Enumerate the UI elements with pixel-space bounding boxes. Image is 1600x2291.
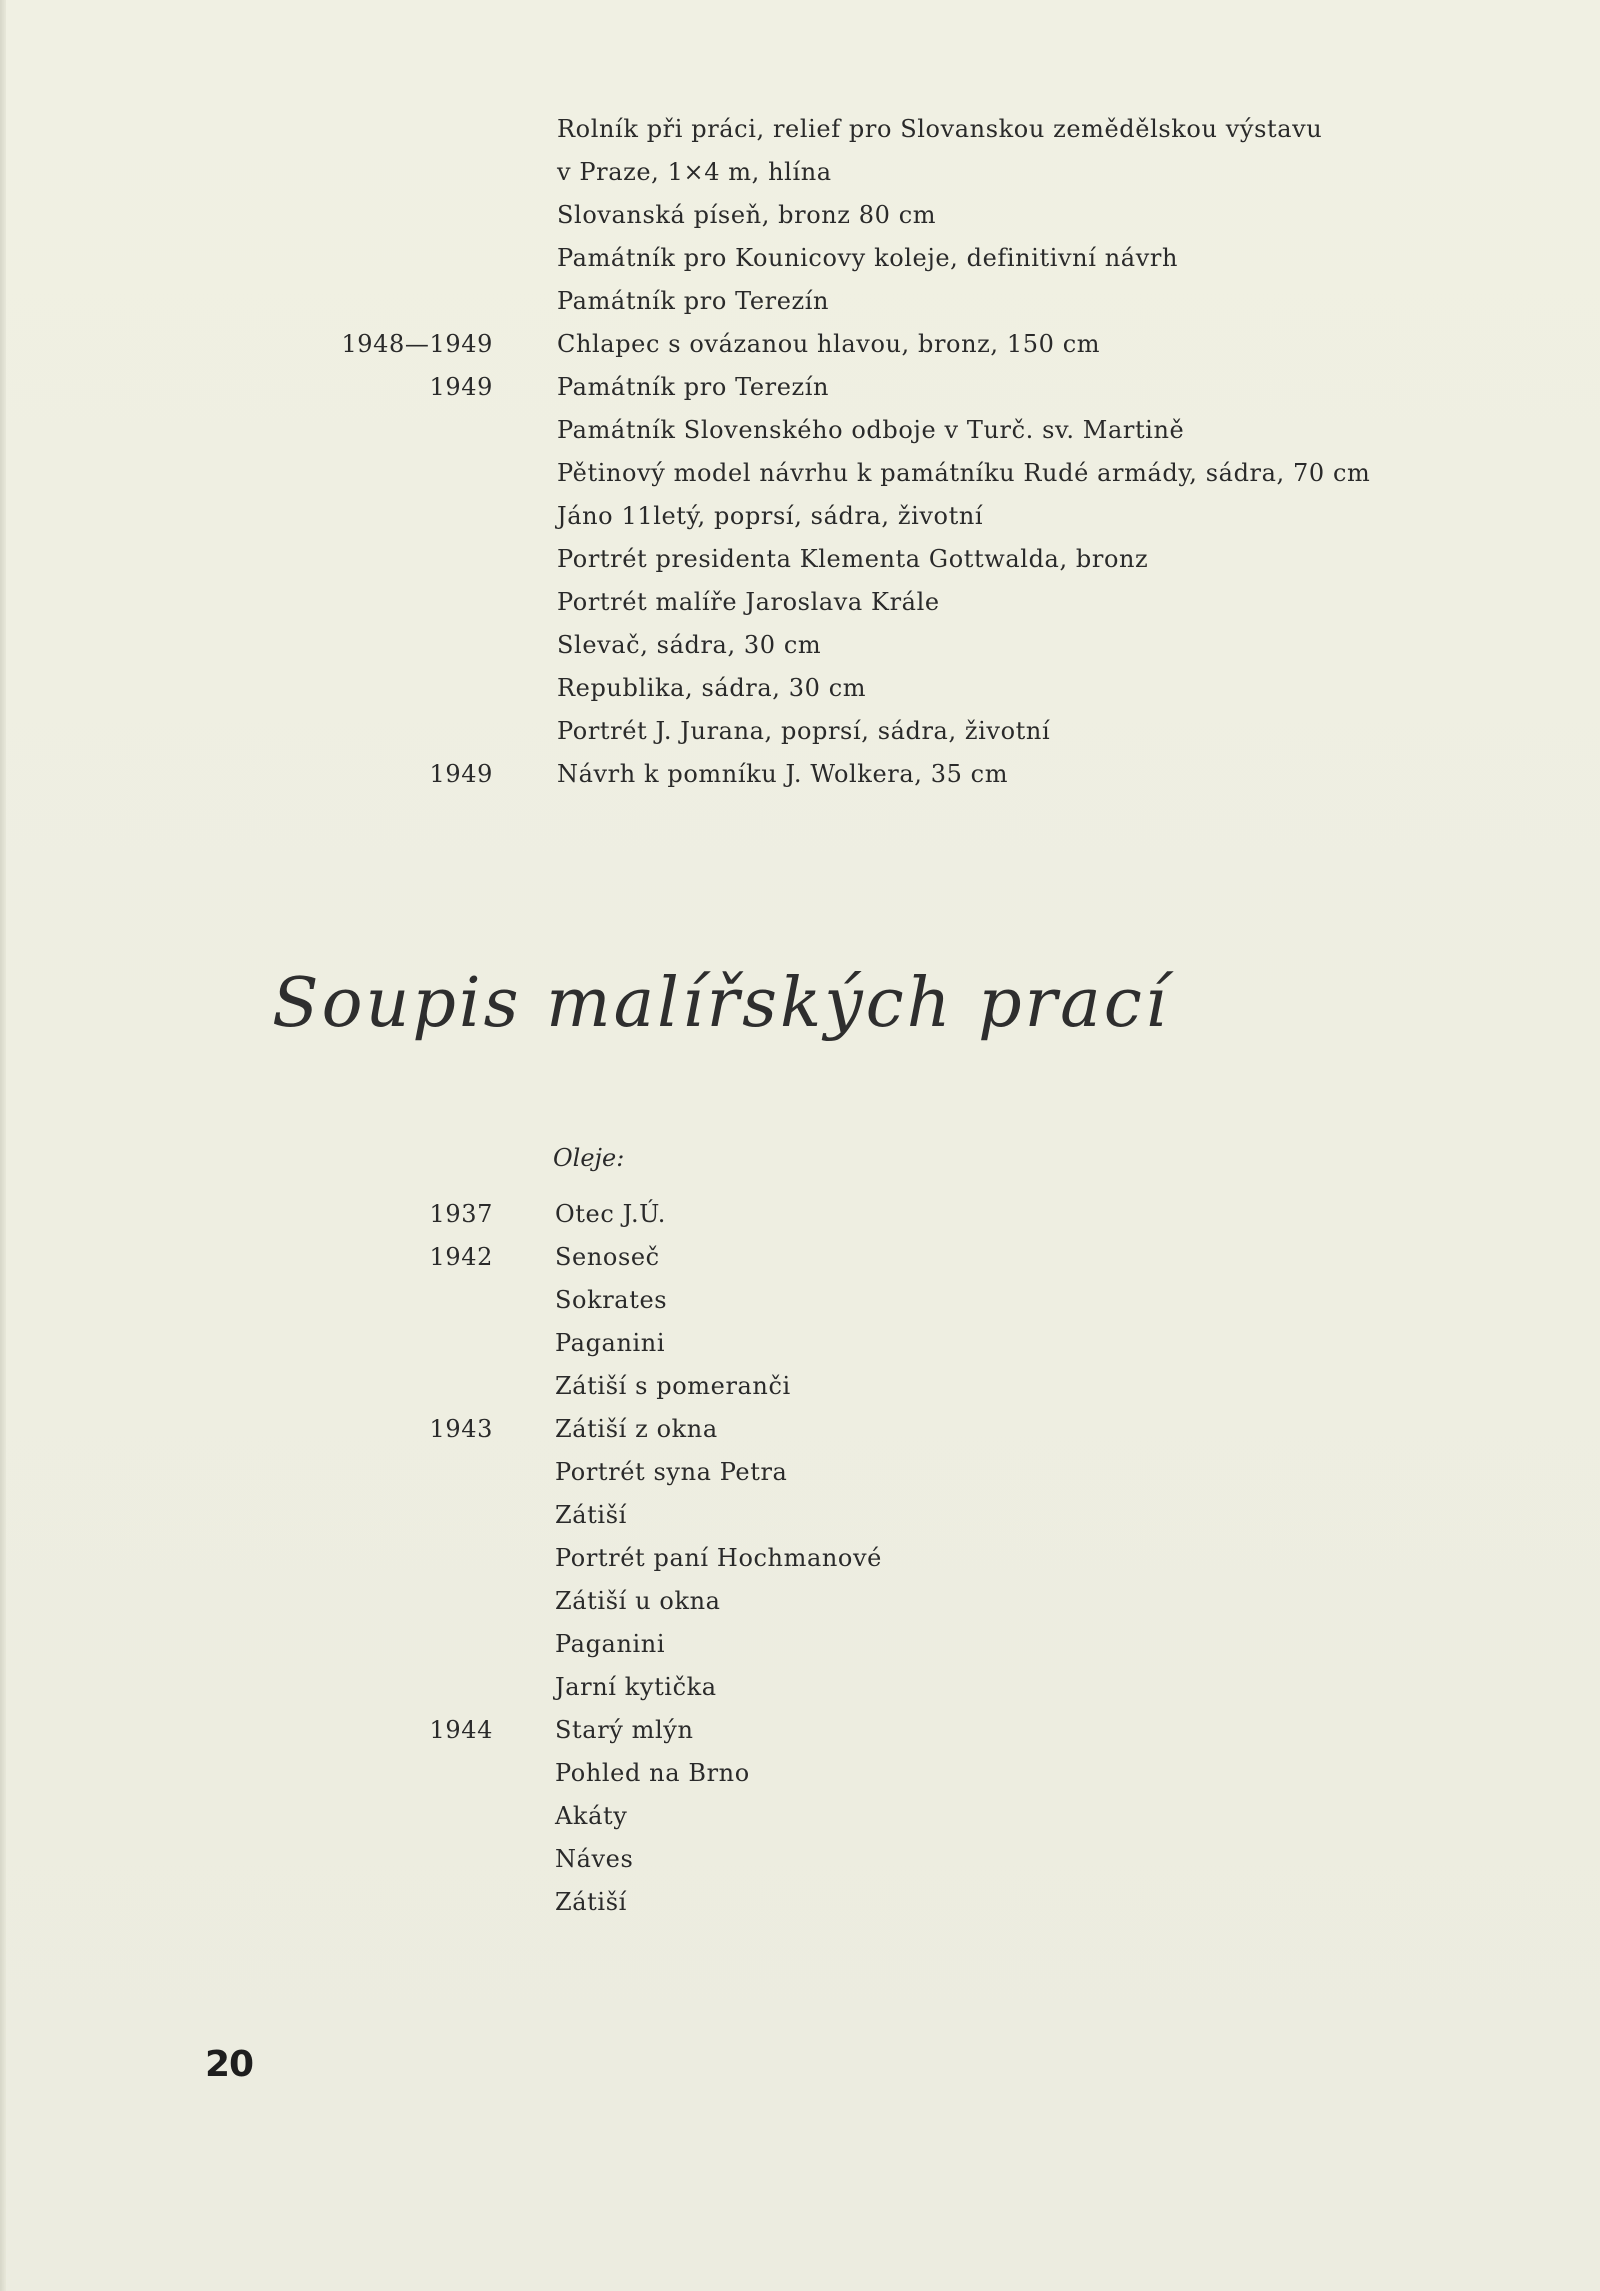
entry-title: Starý mlýn [555, 1716, 694, 1744]
entry-title: Památník pro Terezín [557, 287, 830, 315]
list-item [0, 1666, 1600, 1709]
entry-title: Památník pro Kounicovy koleje, definitivní návrh [557, 244, 1178, 272]
list-item [0, 710, 1600, 753]
entry-title: Zátiší s pomeranči [555, 1372, 791, 1400]
list-item [0, 452, 1600, 495]
entry-year: 1944 [429, 1716, 493, 1744]
list-item [0, 1193, 1600, 1236]
list-item [0, 1580, 1600, 1623]
list-item [0, 237, 1600, 280]
list-item [0, 1236, 1600, 1279]
entry-title: Portrét presidenta Klementa Gottwalda, bronz [557, 545, 1149, 573]
list-item [0, 495, 1600, 538]
entry-title: Portrét malíře Jaroslava Krále [557, 588, 940, 616]
list-item [0, 538, 1600, 581]
entry-title: Paganini [555, 1329, 666, 1357]
list-item [0, 1623, 1600, 1666]
entry-title: Portrét syna Petra [555, 1458, 788, 1486]
section-heading: Soupis malířských prací [272, 964, 1170, 1043]
entry-title: Zátiší u okna [555, 1587, 721, 1615]
entry-title: Rolník při práci, relief pro Slovanskou zemědělskou výstavu [557, 115, 1323, 143]
entry-title: Památník pro Terezín [557, 373, 830, 401]
list-item [0, 1881, 1600, 1924]
entry-title: Památník Slovenského odboje v Turč. sv. Martině [557, 416, 1185, 444]
entry-title: Portrét paní Hochmanové [555, 1544, 882, 1572]
entry-title: Zátiší [555, 1501, 627, 1529]
entry-title: Pohled na Brno [555, 1759, 750, 1787]
page-number: 20 [205, 2044, 254, 2085]
list-item [0, 753, 1600, 796]
list-item [0, 1795, 1600, 1838]
entry-title: Jáno 11letý, poprsí, sádra, životní [557, 502, 984, 530]
entry-year: 1948—1949 [341, 330, 493, 358]
entry-title: Sokrates [555, 1286, 668, 1314]
list-item [0, 323, 1600, 366]
list-item [0, 151, 1600, 194]
list-item [0, 581, 1600, 624]
entry-year: 1949 [429, 760, 493, 788]
entry-title: Chlapec s ovázanou hlavou, bronz, 150 cm [557, 330, 1101, 358]
entry-title: Zátiší z okna [555, 1415, 718, 1443]
list-item [0, 1494, 1600, 1537]
list-item [0, 1408, 1600, 1451]
list-item [0, 409, 1600, 452]
list-item [0, 624, 1600, 667]
entry-title: Paganini [555, 1630, 666, 1658]
entry-title: Otec J.Ú. [555, 1200, 667, 1228]
entry-title: Zátiší [555, 1888, 627, 1916]
list-item [0, 366, 1600, 409]
entry-title: Senoseč [555, 1243, 660, 1271]
list-item [0, 1838, 1600, 1881]
list-item [0, 1709, 1600, 1752]
entry-title: Jarní kytička [555, 1673, 717, 1701]
entry-title: Portrét J. Jurana, poprsí, sádra, životní [557, 717, 1051, 745]
entry-year: 1943 [429, 1415, 493, 1443]
entry-title: Náves [555, 1845, 634, 1873]
list-item [0, 1279, 1600, 1322]
entry-title: Pětinový model návrhu k památníku Rudé armády, sádra, 70 cm [557, 459, 1371, 487]
list-item [0, 280, 1600, 323]
list-item [0, 1537, 1600, 1580]
list-item [0, 1322, 1600, 1365]
list-item [0, 1451, 1600, 1494]
entry-title: Slevač, sádra, 30 cm [557, 631, 822, 659]
entry-year: 1942 [429, 1243, 493, 1271]
entry-year: 1949 [429, 373, 493, 401]
entry-title: Slovanská píseň, bronz 80 cm [557, 201, 937, 229]
list-item [0, 108, 1600, 151]
section-subheading: Oleje: [553, 1144, 625, 1172]
list-item [0, 1752, 1600, 1795]
list-item [0, 194, 1600, 237]
list-item [0, 1365, 1600, 1408]
entry-title: Republika, sádra, 30 cm [557, 674, 867, 702]
entry-title: v Praze, 1×4 m, hlína [557, 158, 832, 186]
list-item [0, 667, 1600, 710]
entry-title: Akáty [555, 1802, 628, 1830]
entry-year: 1937 [429, 1200, 493, 1228]
entry-title: Návrh k pomníku J. Wolkera, 35 cm [557, 760, 1009, 788]
